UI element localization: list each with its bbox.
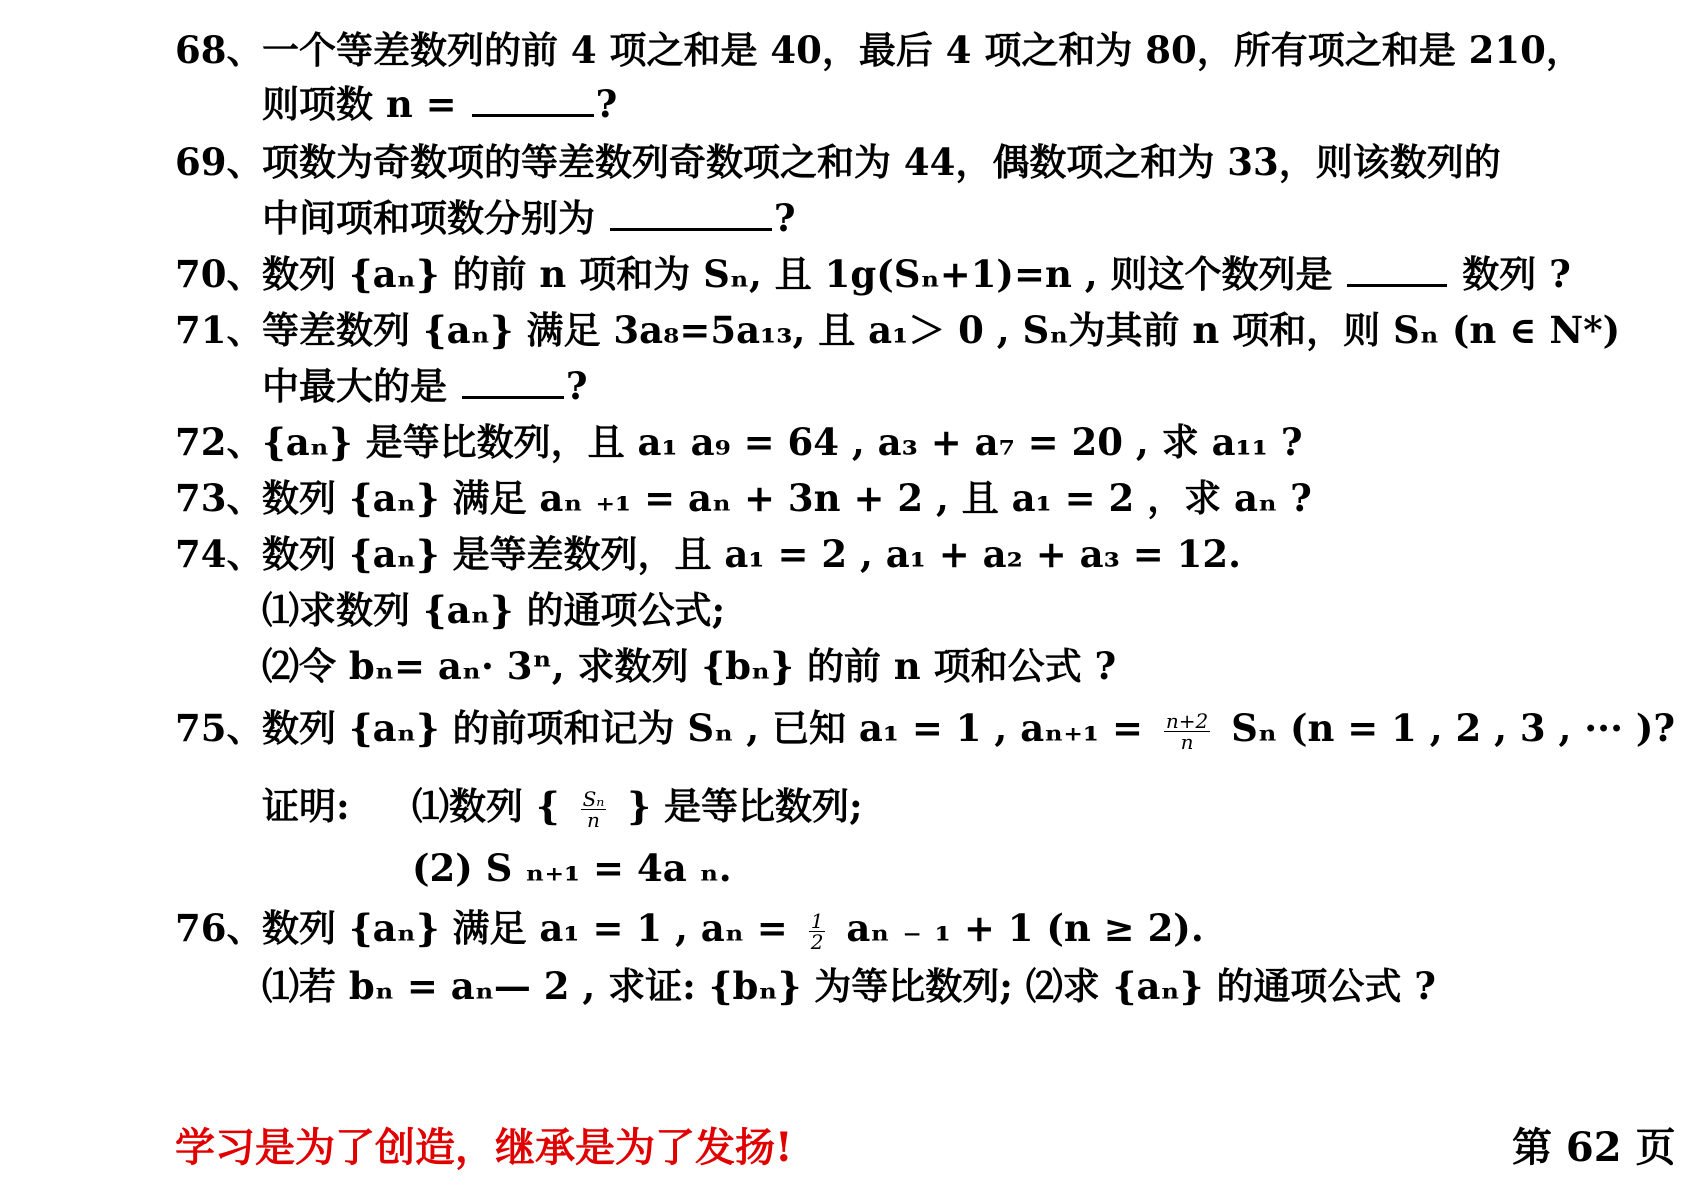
fraction-denominator: n [587, 808, 600, 832]
question-70-line1 [175, 252, 1571, 296]
question-number: 68、 [175, 28, 264, 72]
question-text: 数列 {aₙ} 的前项和记为 Sₙ , 已知 a₁ = 1 , aₙ₊₁ = [262, 706, 1143, 750]
question-text: 等差数列 {aₙ} 满足 3a₈=5a₁₃, 且 a₁＞ 0 , Sₙ为其前 n 项和，则 Sₙ (n ∈ N*) [262, 308, 1621, 352]
question-text: ⑴若 bₙ = aₙ— 2 , 求证: {bₙ} 为等比数列; ⑵求 {aₙ} 的通项公式 ? [262, 964, 1436, 1008]
fraction-denominator: 2 [810, 930, 824, 954]
question-number: 75、 [175, 706, 264, 750]
question-text: 数列 {aₙ} 的前 n 项和为 Sₙ, 且 1g(Sₙ+1)=n , 则这个数列是 [262, 252, 1333, 296]
question-text: 数列 ? [1462, 252, 1571, 296]
question-text: {aₙ} 是等比数列，且 a₁ a₉ = 64 , a₃ + a₇ = 20 , 求 a₁₁ ? [262, 420, 1303, 464]
answer-blank [472, 84, 594, 117]
question-text: ⑴求数列 {aₙ} 的通项公式; [262, 588, 726, 632]
footer-motto: 学习是为了创造，继承是为了发扬! [175, 1124, 793, 1171]
question-75-line1 [175, 706, 1675, 752]
answer-blank [1347, 254, 1447, 287]
question-74-part2 [262, 644, 1116, 688]
fraction [809, 911, 826, 952]
question-mark: ? [565, 364, 588, 408]
question-69-line2 [262, 196, 796, 240]
question-68-line2 [262, 82, 617, 126]
question-number: 74、 [175, 532, 264, 576]
question-text: 数列 {aₙ} 满足 aₙ ₊₁ = aₙ + 3n + 2 , 且 a₁ = 2 ，求 aₙ ? [262, 476, 1312, 520]
question-76-line1 [175, 906, 1204, 952]
question-74-line1 [175, 532, 1241, 576]
question-71-line1 [175, 308, 1620, 352]
question-number: 72、 [175, 420, 264, 464]
question-text: ⑵令 bₙ= aₙ· 3ⁿ, 求数列 {bₙ} 的前 n 项和公式 ? [262, 644, 1117, 688]
question-number: 71、 [175, 308, 264, 352]
question-number: 69、 [175, 140, 264, 184]
question-text: 中间项和项数分别为 [262, 196, 595, 240]
question-mark: ? [773, 196, 796, 240]
question-68-line1 [175, 28, 1583, 72]
question-75-proof-part1 [262, 784, 863, 830]
question-text: 数列 {aₙ} 满足 a₁ = 1 , aₙ = [262, 906, 788, 950]
question-71-line2 [262, 364, 588, 408]
question-text: 一个等差数列的前 4 项之和是 40，最后 4 项之和为 80，所有项之和是 210， [262, 28, 1583, 72]
question-number: 70、 [175, 252, 264, 296]
question-text: (2) S ₙ₊₁ = 4a ₙ. [412, 846, 732, 890]
question-number: 76、 [175, 906, 264, 950]
fraction-numerator: 1 [810, 909, 824, 933]
proof-label: 证明: [262, 784, 350, 828]
page-number: 第 62 页 [1512, 1124, 1676, 1171]
question-text: } 是等比数列; [627, 784, 863, 828]
question-text: Sₙ (n = 1 , 2 , 3 , ··· )? [1231, 706, 1676, 750]
question-73-line1 [175, 476, 1312, 520]
question-text: aₙ ₋ ₁ + 1 (n ≥ 2). [846, 906, 1204, 950]
answer-blank [610, 198, 772, 231]
fraction-numerator: n+2 [1165, 709, 1209, 733]
fraction [581, 789, 607, 830]
question-text: 数列 {aₙ} 是等差数列，且 a₁ = 2 , a₁ + a₂ + a₃ = 12. [262, 532, 1241, 576]
question-72-line1 [175, 420, 1303, 464]
fraction-denominator: n [1180, 730, 1194, 754]
fraction-numerator: Sₙ [582, 787, 605, 811]
question-mark: ? [595, 82, 618, 126]
question-number: 73、 [175, 476, 264, 520]
question-text: 中最大的是 [262, 364, 447, 408]
question-text: ⑴数列 { [412, 784, 560, 828]
fraction [1164, 711, 1210, 752]
question-69-line1 [175, 140, 1501, 184]
question-76-line2 [262, 964, 1436, 1008]
question-text: 项数为奇数项的等差数列奇数项之和为 44，偶数项之和为 33，则该数列的 [262, 140, 1501, 184]
answer-blank [462, 366, 564, 399]
question-74-part1 [262, 588, 725, 632]
question-text: 则项数 n = [262, 82, 457, 126]
question-75-proof-part2 [412, 846, 732, 890]
